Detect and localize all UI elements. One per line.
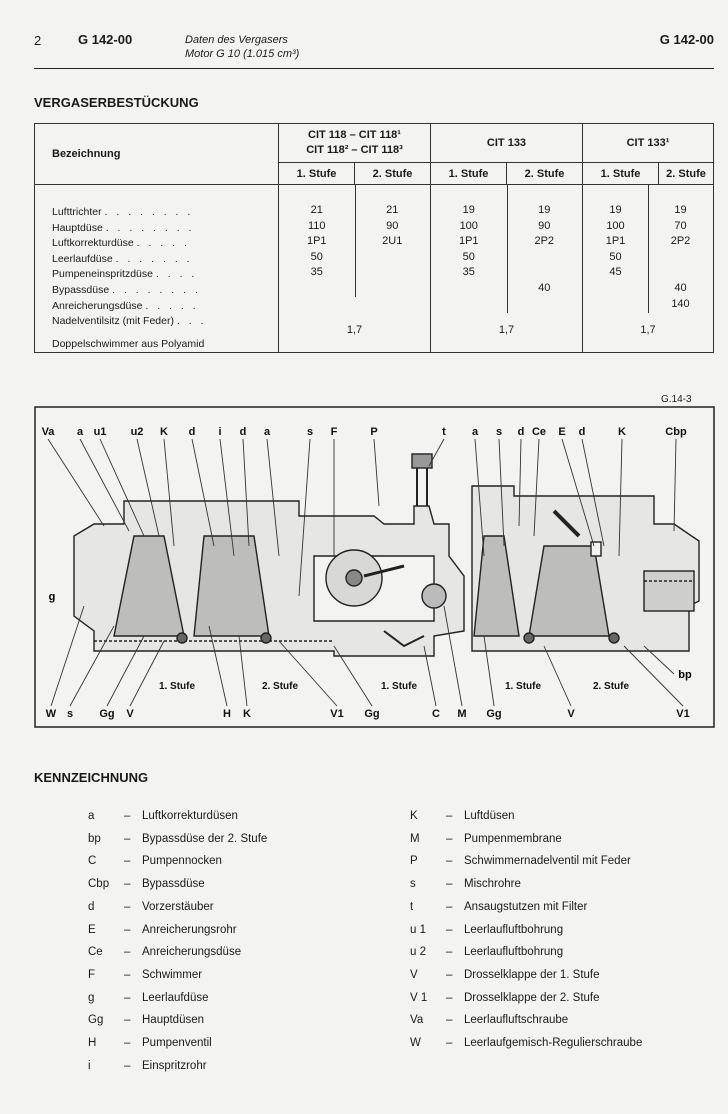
group-cit133: CIT 133	[431, 124, 583, 163]
page-number: 2	[34, 33, 42, 48]
needle-seat-value: 1,7	[640, 324, 656, 336]
legend-item: C – Pumpennocken	[88, 855, 222, 868]
value-cell: 50	[609, 250, 622, 263]
legend-item: g – Leerlaufdüse	[88, 991, 209, 1004]
stufe-header: 2. Stufe	[355, 163, 431, 185]
fig-label: Gg	[364, 708, 380, 720]
value-cell: 100	[459, 219, 478, 232]
legend-item: i – Einspritzrohr	[88, 1059, 207, 1072]
fig-label: t	[442, 426, 446, 438]
group-cit133-1: CIT 133¹	[583, 124, 714, 163]
fig-label: K	[618, 426, 626, 438]
value-cell: 140	[671, 297, 690, 310]
value-cell: 2U1	[382, 235, 403, 248]
fig-label: M	[457, 708, 467, 720]
column-values	[583, 203, 648, 312]
value-cell: 1P1	[605, 235, 626, 248]
fig-label: W	[45, 708, 57, 720]
fig-label: F	[330, 426, 338, 438]
value-cell: 45	[609, 266, 622, 279]
stufe-header: 2. Stufe	[507, 163, 583, 185]
fig-label: a	[263, 426, 271, 438]
carburetor-table	[34, 123, 714, 353]
value-cell: 2P2	[534, 235, 555, 248]
table-row-name: Leerlaufdüse . . . . . . .	[52, 252, 193, 265]
header-rule	[34, 68, 714, 69]
value-cell: 40	[538, 281, 551, 294]
figure-reference: G.14-3	[661, 394, 692, 405]
group-cit118	[279, 124, 431, 163]
column-values	[431, 203, 507, 297]
value-cell: 2P2	[670, 235, 691, 248]
stufe-header: 2. Stufe	[659, 163, 714, 185]
legend-item: u 2 – Leerlaufluftbohrung	[410, 946, 564, 959]
value-cell: 70	[674, 219, 687, 232]
table-footnote: Doppelschwimmer aus Polyamid	[52, 337, 205, 350]
value-cell: 50	[310, 250, 323, 263]
names-cell	[35, 185, 279, 353]
legend-item: P – Schwimmernadelventil mit Feder	[410, 855, 631, 868]
stage-divider	[648, 185, 649, 313]
fig-stage-label: 1. Stufe	[380, 681, 418, 692]
needle-seat-value: 1,7	[498, 324, 515, 336]
fig-label: d	[517, 426, 525, 438]
document-code-right: G 142-00	[659, 32, 714, 47]
fig-label: H	[223, 708, 231, 720]
column-values	[355, 203, 431, 281]
fig-label: u1	[93, 426, 107, 438]
fig-label: Cbp	[665, 426, 687, 438]
table-row-name: Lufttrichter . . . . . . . .	[52, 206, 194, 218]
stage-divider	[355, 185, 356, 297]
legend-item: Cbp – Bypassdüse	[88, 878, 205, 891]
column-values	[507, 203, 583, 297]
legend-item: Va – Leerlaufluftschraube	[410, 1014, 569, 1027]
group-cit118-line1: CIT 118 – CIT 118¹	[308, 129, 401, 141]
legend-item: W – Leerlaufgemisch-Regulierschraube	[410, 1037, 643, 1050]
table-row-name: Pumpeneinspritzdüse . . . .	[52, 268, 198, 281]
fig-label: V	[567, 708, 575, 720]
legend-item: F – Schwimmer	[88, 968, 203, 981]
col-bezeichnung: Bezeichnung	[35, 124, 279, 185]
fig-label: i	[218, 426, 222, 438]
value-cell: 19	[609, 204, 622, 216]
document-code: G 142-00	[78, 32, 133, 47]
table-row-name: Bypassdüse . . . . . . . .	[52, 283, 201, 296]
fig-label: a	[76, 426, 84, 438]
fig-label: s	[495, 426, 503, 438]
group-cell-cit133	[431, 185, 583, 353]
value-cell: 90	[386, 219, 399, 232]
legend-item: K – Luftdüsen	[410, 810, 515, 822]
legend-item: t – Ansaugstutzen mit Filter	[410, 900, 588, 913]
value-cell: 35	[310, 266, 323, 279]
fig-label: C	[432, 708, 440, 720]
value-cell: 40	[674, 281, 687, 294]
legend-item: bp – Bypassdüse der 2. Stufe	[88, 832, 268, 845]
stufe-header: 1. Stufe	[583, 163, 659, 185]
fig-label: V1	[330, 708, 344, 720]
fig-label: P	[370, 426, 378, 438]
stufe-header: 1. Stufe	[431, 163, 507, 185]
value-cell: 100	[606, 219, 625, 232]
fig-label: d	[239, 426, 247, 438]
fig-label: d	[188, 426, 196, 438]
fig-label-right: bp	[678, 669, 692, 681]
fig-label: a	[471, 426, 479, 438]
stage-divider	[507, 185, 508, 313]
legend-right-column	[410, 805, 642, 1055]
fig-label-left: g	[48, 591, 56, 603]
fig-label: E	[558, 426, 566, 438]
fig-label: Va	[41, 426, 55, 438]
stage-labels	[159, 681, 630, 692]
fig-label: u2	[130, 426, 144, 438]
subtitle-line-1: Daten des Vergasers	[185, 34, 288, 46]
legend-item: V 1 – Drosselklappe der 2. Stufe	[410, 991, 600, 1004]
table-row-name: Anreicherungsdüse . . . . .	[52, 299, 199, 312]
value-cell: 90	[538, 219, 551, 232]
table-row-name: Hauptdüse . . . . . . . .	[52, 221, 195, 234]
fig-stage-label: 2. Stufe	[261, 681, 299, 692]
value-cell: 19	[462, 204, 475, 216]
fig-label: V	[126, 708, 134, 720]
fig-label: Ce	[531, 426, 547, 438]
carburetor-right-body	[472, 486, 699, 651]
value-cell: 19	[674, 204, 687, 216]
value-cell: 1P1	[458, 235, 479, 248]
carburetor-diagram	[34, 406, 715, 728]
legend-item: E – Anreicherungsrohr	[88, 923, 237, 936]
legend-item: Gg – Hauptdüsen	[88, 1014, 205, 1027]
bottom-labels	[46, 708, 690, 720]
table-row-name: Luftkorrekturdüse . . . . .	[52, 237, 190, 250]
value-cell: 1P1	[306, 235, 327, 248]
value-cell: 35	[462, 266, 475, 279]
carburetor-left-body	[74, 454, 464, 656]
value-cell: 50	[462, 250, 475, 263]
needle-seat-value: 1,7	[346, 324, 363, 336]
value-cell: 21	[310, 204, 323, 216]
legend-left-column	[88, 805, 267, 1077]
fig-label: K	[243, 708, 251, 720]
legend-item: s – Mischrohre	[410, 878, 521, 891]
column-values	[279, 203, 355, 281]
value-cell: 19	[538, 204, 551, 216]
group-cit118-line2: CIT 118² – CIT 118³	[306, 144, 403, 156]
legend-title: KENNZEICHNUNG	[34, 770, 149, 785]
fig-label: s	[66, 708, 74, 720]
table-row-name: Nadelventilsitz (mit Feder) . . .	[52, 315, 207, 328]
legend-item: a – Luftkorrekturdüsen	[88, 810, 238, 822]
fig-label: Gg	[486, 708, 502, 720]
header-subtitle	[185, 33, 299, 61]
legend-item: Ce – Anreicherungsdüse	[88, 946, 242, 959]
fig-stage-label: 2. Stufe	[592, 681, 630, 692]
value-cell: 21	[386, 204, 399, 216]
fig-label: K	[160, 426, 168, 438]
group-cell-cit133-1	[583, 185, 714, 353]
fig-label: V1	[676, 708, 690, 720]
legend-item: H – Pumpenventil	[88, 1037, 212, 1050]
legend-item: M – Pumpenmembrane	[410, 832, 562, 845]
table-section-title: VERGASERBESTÜCKUNG	[34, 95, 199, 110]
fig-label: Gg	[99, 708, 115, 720]
legend-item: V – Drosselklappe der 1. Stufe	[410, 968, 600, 981]
legend-item: u 1 – Leerlaufluftbohrung	[410, 923, 564, 936]
fig-label: s	[306, 426, 314, 438]
group-cell-cit118	[279, 185, 431, 353]
stufe-header: 1. Stufe	[279, 163, 355, 185]
legend-item: d – Vorzerstäuber	[88, 900, 214, 913]
fig-stage-label: 1. Stufe	[504, 681, 542, 692]
value-cell: 110	[307, 219, 326, 232]
top-labels	[42, 426, 687, 438]
subtitle-line-2: Motor G 10 (1.015 cm³)	[185, 48, 300, 60]
column-values	[648, 203, 713, 312]
fig-stage-label: 1. Stufe	[158, 681, 196, 692]
fig-label: d	[578, 426, 586, 438]
